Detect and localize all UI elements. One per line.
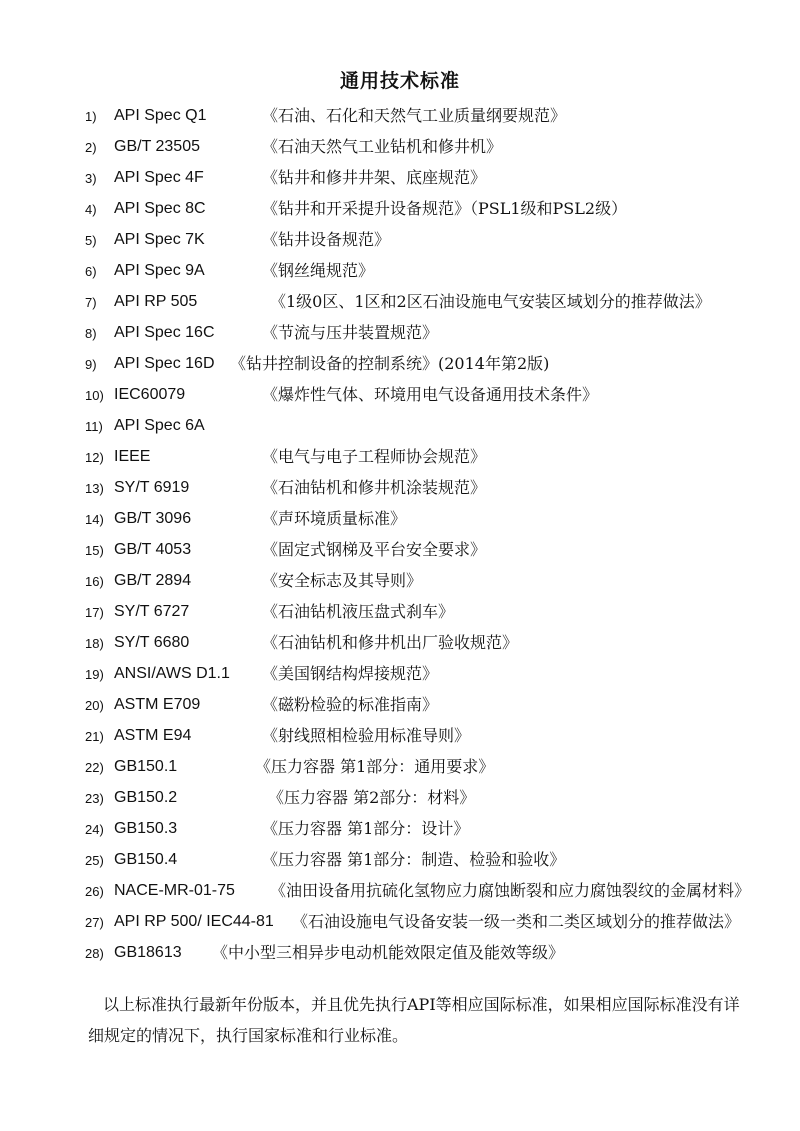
standard-item (0, 537, 800, 568)
standard-code: API Spec 9A (114, 262, 205, 279)
item-number: 11) (85, 419, 103, 434)
standard-title: 《压力容器 第1部分：设计》 (262, 819, 470, 838)
standard-title: 《钢丝绳规范》 (262, 261, 375, 280)
item-number: 10) (85, 388, 104, 403)
standard-title: 《压力容器 第1部分：通用要求》 (255, 757, 495, 776)
standard-title: 《石油天然气工业钻机和修井机》 (262, 137, 503, 156)
standard-code: API RP 505 (114, 293, 198, 310)
standard-item (0, 568, 800, 599)
standard-item (0, 289, 800, 320)
standard-item (0, 723, 800, 754)
item-number: 6) (85, 264, 97, 279)
standard-title: 《节流与压井装置规范》 (262, 323, 439, 342)
standard-item (0, 165, 800, 196)
standard-title: 《射线照相检验用标准导则》 (262, 726, 471, 745)
standard-title: 《钻井和修井井架、底座规范》 (262, 168, 487, 187)
standard-title: 《美国钢结构焊接规范》 (262, 664, 439, 683)
standard-code: GB18613 (114, 944, 182, 961)
standards-list (0, 103, 800, 971)
standard-item (0, 506, 800, 537)
standard-item (0, 196, 800, 227)
standard-item (0, 878, 800, 909)
standard-item (0, 630, 800, 661)
item-number: 9) (85, 357, 97, 372)
standard-title: 《钻井和开采提升设备规范》（PSL1级和PSL2级） (262, 199, 628, 218)
standard-code: API Spec 16D (114, 355, 215, 372)
standard-code: IEC60079 (114, 386, 186, 403)
item-number: 19) (85, 667, 104, 682)
item-number: 26) (85, 884, 104, 899)
standard-title: 《石油设施电气设备安装一级一类和二类区域划分的推荐做法》 (292, 912, 741, 931)
standard-item (0, 599, 800, 630)
standard-item (0, 134, 800, 165)
standard-title: 《爆炸性气体、环境用电气设备通用技术条件》 (262, 385, 599, 404)
standard-code: API Spec 16C (114, 324, 215, 341)
standard-title: 《安全标志及其导则》 (262, 571, 423, 590)
item-number: 28) (85, 946, 104, 961)
standard-item (0, 909, 800, 940)
item-number: 12) (85, 450, 104, 465)
standard-code: API Spec 8C (114, 200, 206, 217)
standard-code: SY/T 6727 (114, 603, 190, 620)
standard-item (0, 692, 800, 723)
standard-title: 《钻井设备规范》 (262, 230, 391, 249)
standard-item (0, 103, 800, 134)
item-number: 3) (85, 171, 97, 186)
standard-item (0, 754, 800, 785)
standard-title: 《固定式钢梯及平台安全要求》 (262, 540, 487, 559)
standard-title: 《石油钻机液压盘式刹车》 (262, 602, 455, 621)
standard-code: API Spec 6A (114, 417, 205, 434)
item-number: 8) (85, 326, 97, 341)
item-number: 4) (85, 202, 97, 217)
standard-code: GB150.1 (114, 758, 178, 775)
item-number: 20) (85, 698, 104, 713)
standard-code: API Spec 7K (114, 231, 205, 248)
standard-code: GB/T 23505 (114, 138, 200, 155)
item-number: 25) (85, 853, 104, 868)
standard-title: 《钻井控制设备的控制系统》(2014年第2版) (230, 354, 550, 373)
standard-code: GB150.3 (114, 820, 178, 837)
standard-item (0, 816, 800, 847)
item-number: 5) (85, 233, 97, 248)
item-number: 22) (85, 760, 104, 775)
standard-code: SY/T 6919 (114, 479, 190, 496)
standard-code: API Spec Q1 (114, 107, 207, 124)
standard-title: 《石油钻机和修井机涂装规范》 (262, 478, 487, 497)
standard-code: SY/T 6680 (114, 634, 190, 651)
standard-title: 《1级0区、1区和2区石油设施电气安装区域划分的推荐做法》 (270, 292, 711, 311)
standard-item (0, 258, 800, 289)
item-number: 21) (85, 729, 104, 744)
item-number: 2) (85, 140, 97, 155)
item-number: 7) (85, 295, 97, 310)
standard-item (0, 475, 800, 506)
standard-title: 《石油、石化和天然气工业质量纲要规范》 (262, 106, 567, 125)
standard-title: 《石油钻机和修井机出厂验收规范》 (262, 633, 519, 652)
standard-title: 《中小型三相异步电动机能效限定值及能效等级》 (212, 943, 565, 962)
standard-code: GB/T 3096 (114, 510, 192, 527)
item-number: 13) (85, 481, 104, 496)
item-number: 27) (85, 915, 104, 930)
standard-item (0, 940, 800, 971)
item-number: 14) (85, 512, 104, 527)
standard-title: 《压力容器 第1部分：制造、检验和验收》 (262, 850, 566, 869)
standard-item (0, 847, 800, 878)
standard-code: GB150.2 (114, 789, 178, 806)
item-number: 1) (85, 109, 97, 124)
document-title: 通用技术标准 (339, 71, 460, 92)
standard-item (0, 351, 800, 382)
standard-item (0, 320, 800, 351)
standard-title: 《磁粉检验的标准指南》 (262, 695, 439, 714)
item-number: 18) (85, 636, 104, 651)
standard-title: 《声环境质量标准》 (262, 509, 407, 528)
standard-item (0, 227, 800, 258)
item-number: 23) (85, 791, 104, 806)
standard-code: API RP 500/ IEC44-81 (114, 913, 274, 930)
item-number: 17) (85, 605, 104, 620)
standard-item (0, 444, 800, 475)
standard-code: ASTM E94 (114, 727, 192, 744)
standard-code: IEEE (114, 448, 151, 465)
standard-title: 《压力容器 第2部分：材料》 (268, 788, 476, 807)
item-number: 15) (85, 543, 104, 558)
standard-code: NACE-MR-01-75 (114, 882, 235, 899)
standard-code: GB150.4 (114, 851, 178, 868)
standard-title: 《油田设备用抗硫化氢物应力腐蚀断裂和应力腐蚀裂纹的金属材料》 (270, 881, 751, 900)
standard-title: 《电气与电子工程师协会规范》 (262, 447, 487, 466)
item-number: 24) (85, 822, 104, 837)
standard-item (0, 413, 800, 444)
standard-code: ASTM E709 (114, 696, 201, 713)
standard-code: GB/T 4053 (114, 541, 192, 558)
standard-code: API Spec 4F (114, 169, 204, 186)
standard-code: ANSI/AWS D1.1 (114, 665, 230, 682)
standard-item (0, 661, 800, 692)
standards-note: 以上标准执行最新年份版本，并且优先执行API等相应国际标准，如果相应国际标准没有详细规定的情况下，执行国家标准和行业标准。 (88, 995, 740, 1045)
item-number: 16) (85, 574, 104, 589)
standard-item (0, 785, 800, 816)
standard-code: GB/T 2894 (114, 572, 192, 589)
standard-item (0, 382, 800, 413)
